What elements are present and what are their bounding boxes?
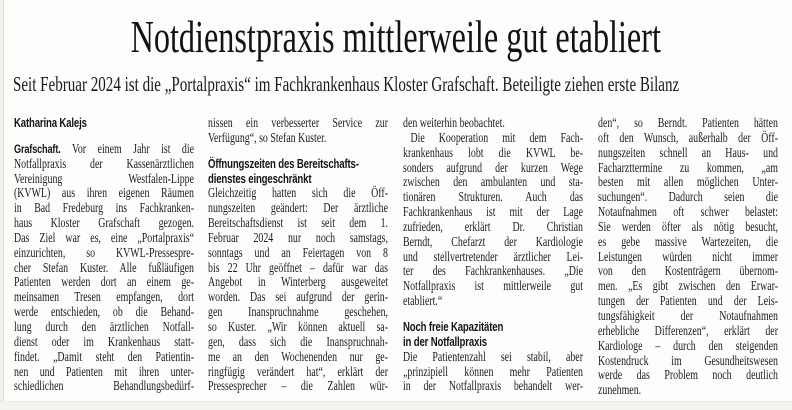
text-line: Februar 2024 nur noch samstags, [208,229,388,245]
text-line: tungsfähigkeit der Notaufnahmen [598,307,778,323]
article-column-4 [598,116,778,398]
text-line: und stellvertretender ärztlicher Lei- [403,248,583,264]
text-line: bis 22 Uhr geöffnet – dafür war das [208,259,388,275]
subheadline-container [13,72,792,97]
text-line: schiedlichen Behandlungsbedürf- [14,378,194,394]
text-line: ringfügig verändert hat“, erklärt der [208,363,388,379]
text-line: es gebe massive Wartezeiten, die [598,233,778,249]
text-line: meinsamen Tresen empfangen, dort [14,289,194,305]
text-line: tionären Strukturen. Auch das [403,189,583,205]
text-line: nen und Patienten mit ihren unter- [14,363,194,379]
text-line: werde das Problem noch deutlich [598,367,778,383]
text-line: sonders aufgrund der kurzen Wege [403,159,583,175]
paragraph [403,131,583,309]
text-line: einzurichten, so KVWL-Pressespre- [14,244,194,260]
text-line: „prinzipiell können mehr Patienten [403,363,583,379]
text-line: sonntags und an Feiertagen von 8 [208,244,388,260]
text-line: Leistungen würden nicht immer [598,248,778,264]
paragraph [403,116,583,131]
text-line: Die Patientenzahl sei stabil, aber [403,348,583,364]
text-line: Berndt, Chefarzt der Kardiologie [403,233,583,249]
text-line: Öffnungszeiten des Bereitschafts- [208,155,359,171]
text-line: dienstes eingeschränkt [208,170,312,186]
text-line: Grafschaft. Vor einem Jahr ist die [14,140,194,156]
section-subhead [403,320,583,350]
text-line: Notfallpraxis der Kassenärztlichen [14,155,194,171]
text-line: Facharzttermine zu kommen, „am [598,159,778,175]
text-line: nissen ein verbesserter Service zur [208,115,388,130]
text-line: besten mit allen möglichen Unter- [598,174,778,190]
article-column-3 [403,116,583,394]
text-line: so Kuster. „Wir können aktuell sa- [208,318,388,334]
article-column-1 [14,116,194,394]
text-line: Gleichzeitig hatten sich die Öff- [208,185,388,201]
text-line: Notfallpraxis ist mittlerweile gut [403,278,583,294]
text-line: ter des Fachkrankenhauses. „Die [403,263,583,279]
text-line: den“, so Berndt. Patienten hätten [598,115,778,130]
text-line: in Bad Fredeburg ins Fachkranken- [14,200,194,216]
text-line: zwischen den ambulanten und sta- [403,174,583,190]
byline [14,116,194,131]
headline-container [0,12,792,62]
text-line: zufrieden, erklärt Dr. Christian [403,218,583,234]
text-line: haus Kloster Grafschaft gezogen. [14,215,194,231]
text-line: Das Ziel war es, eine „Portalpraxis“ [14,229,194,245]
text-line: dienst oder im Krankenhaus statt- [14,333,194,349]
section-subhead [208,157,388,187]
paragraph [598,116,778,398]
article-headline: Notdienstpraxis mittlerweile gut etabliert [130,11,662,62]
text-line: werde entschieden, ob die Behand- [14,304,194,320]
text-line: von den Kostenträgern übernom- [598,263,778,279]
text-line: in der Notfallpraxis behandelt wer- [403,378,583,394]
text-line: Fachkrankenhaus ist mit der Lage [403,204,583,220]
text-line: tungen der Patienten und der Leis- [598,293,778,309]
text-line: Verfügung“, so Stefan Kuster. [208,129,327,145]
text-line: nungszeiten schnell an Haus- und [598,144,778,160]
text-line: krankenhaus lobt die KVWL be- [403,144,583,160]
text-line: Notaufnahmen oft schwer belastet: [598,204,778,220]
paragraph [14,142,194,394]
page-bottom-edge [0,401,792,410]
text-line: etabliert.“ [403,293,443,309]
text-line: oft den Wunsch, außerhalb der Öff- [598,129,778,145]
text-line: Katharina Kalejs [14,115,87,130]
text-line: Kardiologe – durch den steigenden [598,337,778,353]
text-line: gen Inanspruchnahme geschehen, [208,304,388,320]
text-line: Vereinigung Westfalen-Lippe [14,170,194,186]
text-line: cher Stefan Kuster. Alle fußläufigen [14,259,194,275]
text-line: Angebot in Winterberg ausgeweitet [208,274,388,290]
text-line: den weiterhin beobachtet. [403,115,505,130]
text-line: in der Notfallpraxis [403,333,487,349]
text-line: Patienten werden dort an einem ge- [14,274,194,290]
text-line: nungszeiten geändert: Der ärztliche [208,200,388,216]
text-line: Die Kooperation mit dem Fach- [410,129,583,145]
text-line: erhebliche Differenzen“, erklärt der [598,322,778,338]
paragraph [208,186,388,394]
dateline-lead: Grafschaft. [14,141,72,156]
text-line: zunehmen. [598,382,642,398]
text-line: findet. „Damit steht den Patientin- [14,348,194,364]
text-line: gen, dass sich die Inanspruchnah- [208,333,388,349]
text-line: lung durch den ärztlichen Notfall- [14,318,194,334]
text-line: men. „Es gibt zwischen den Erwar- [598,278,778,294]
text-line: Sie werden öfter als nötig besucht, [598,218,778,234]
text-line: Bereitschaftsdienst ist seit dem 1. [208,215,388,231]
text-line: (KVWL) aus ihren eigenen Räumen [14,185,194,201]
text-line: Noch freie Kapazitäten [403,318,504,334]
article-subheadline: Seit Februar 2024 ist die „Portalpraxis“ im Fachkrankenhaus Kloster Grafschaft. Beteiligte ziehen erste Bilanz [13,72,680,96]
paragraph [208,116,388,146]
text-line: suchungen“. Dadurch seien die [598,189,778,205]
text-line: me an den Wochenenden nur ge- [208,348,388,364]
paragraph [403,350,583,395]
text-line: Pressesprecher – die Zahlen wür- [208,378,388,394]
text-line: Kostendruck im Gesundheitswesen [598,352,778,368]
article-column-2 [208,116,388,394]
text-line: worden. Das sei aufgrund der gerin- [208,289,388,305]
